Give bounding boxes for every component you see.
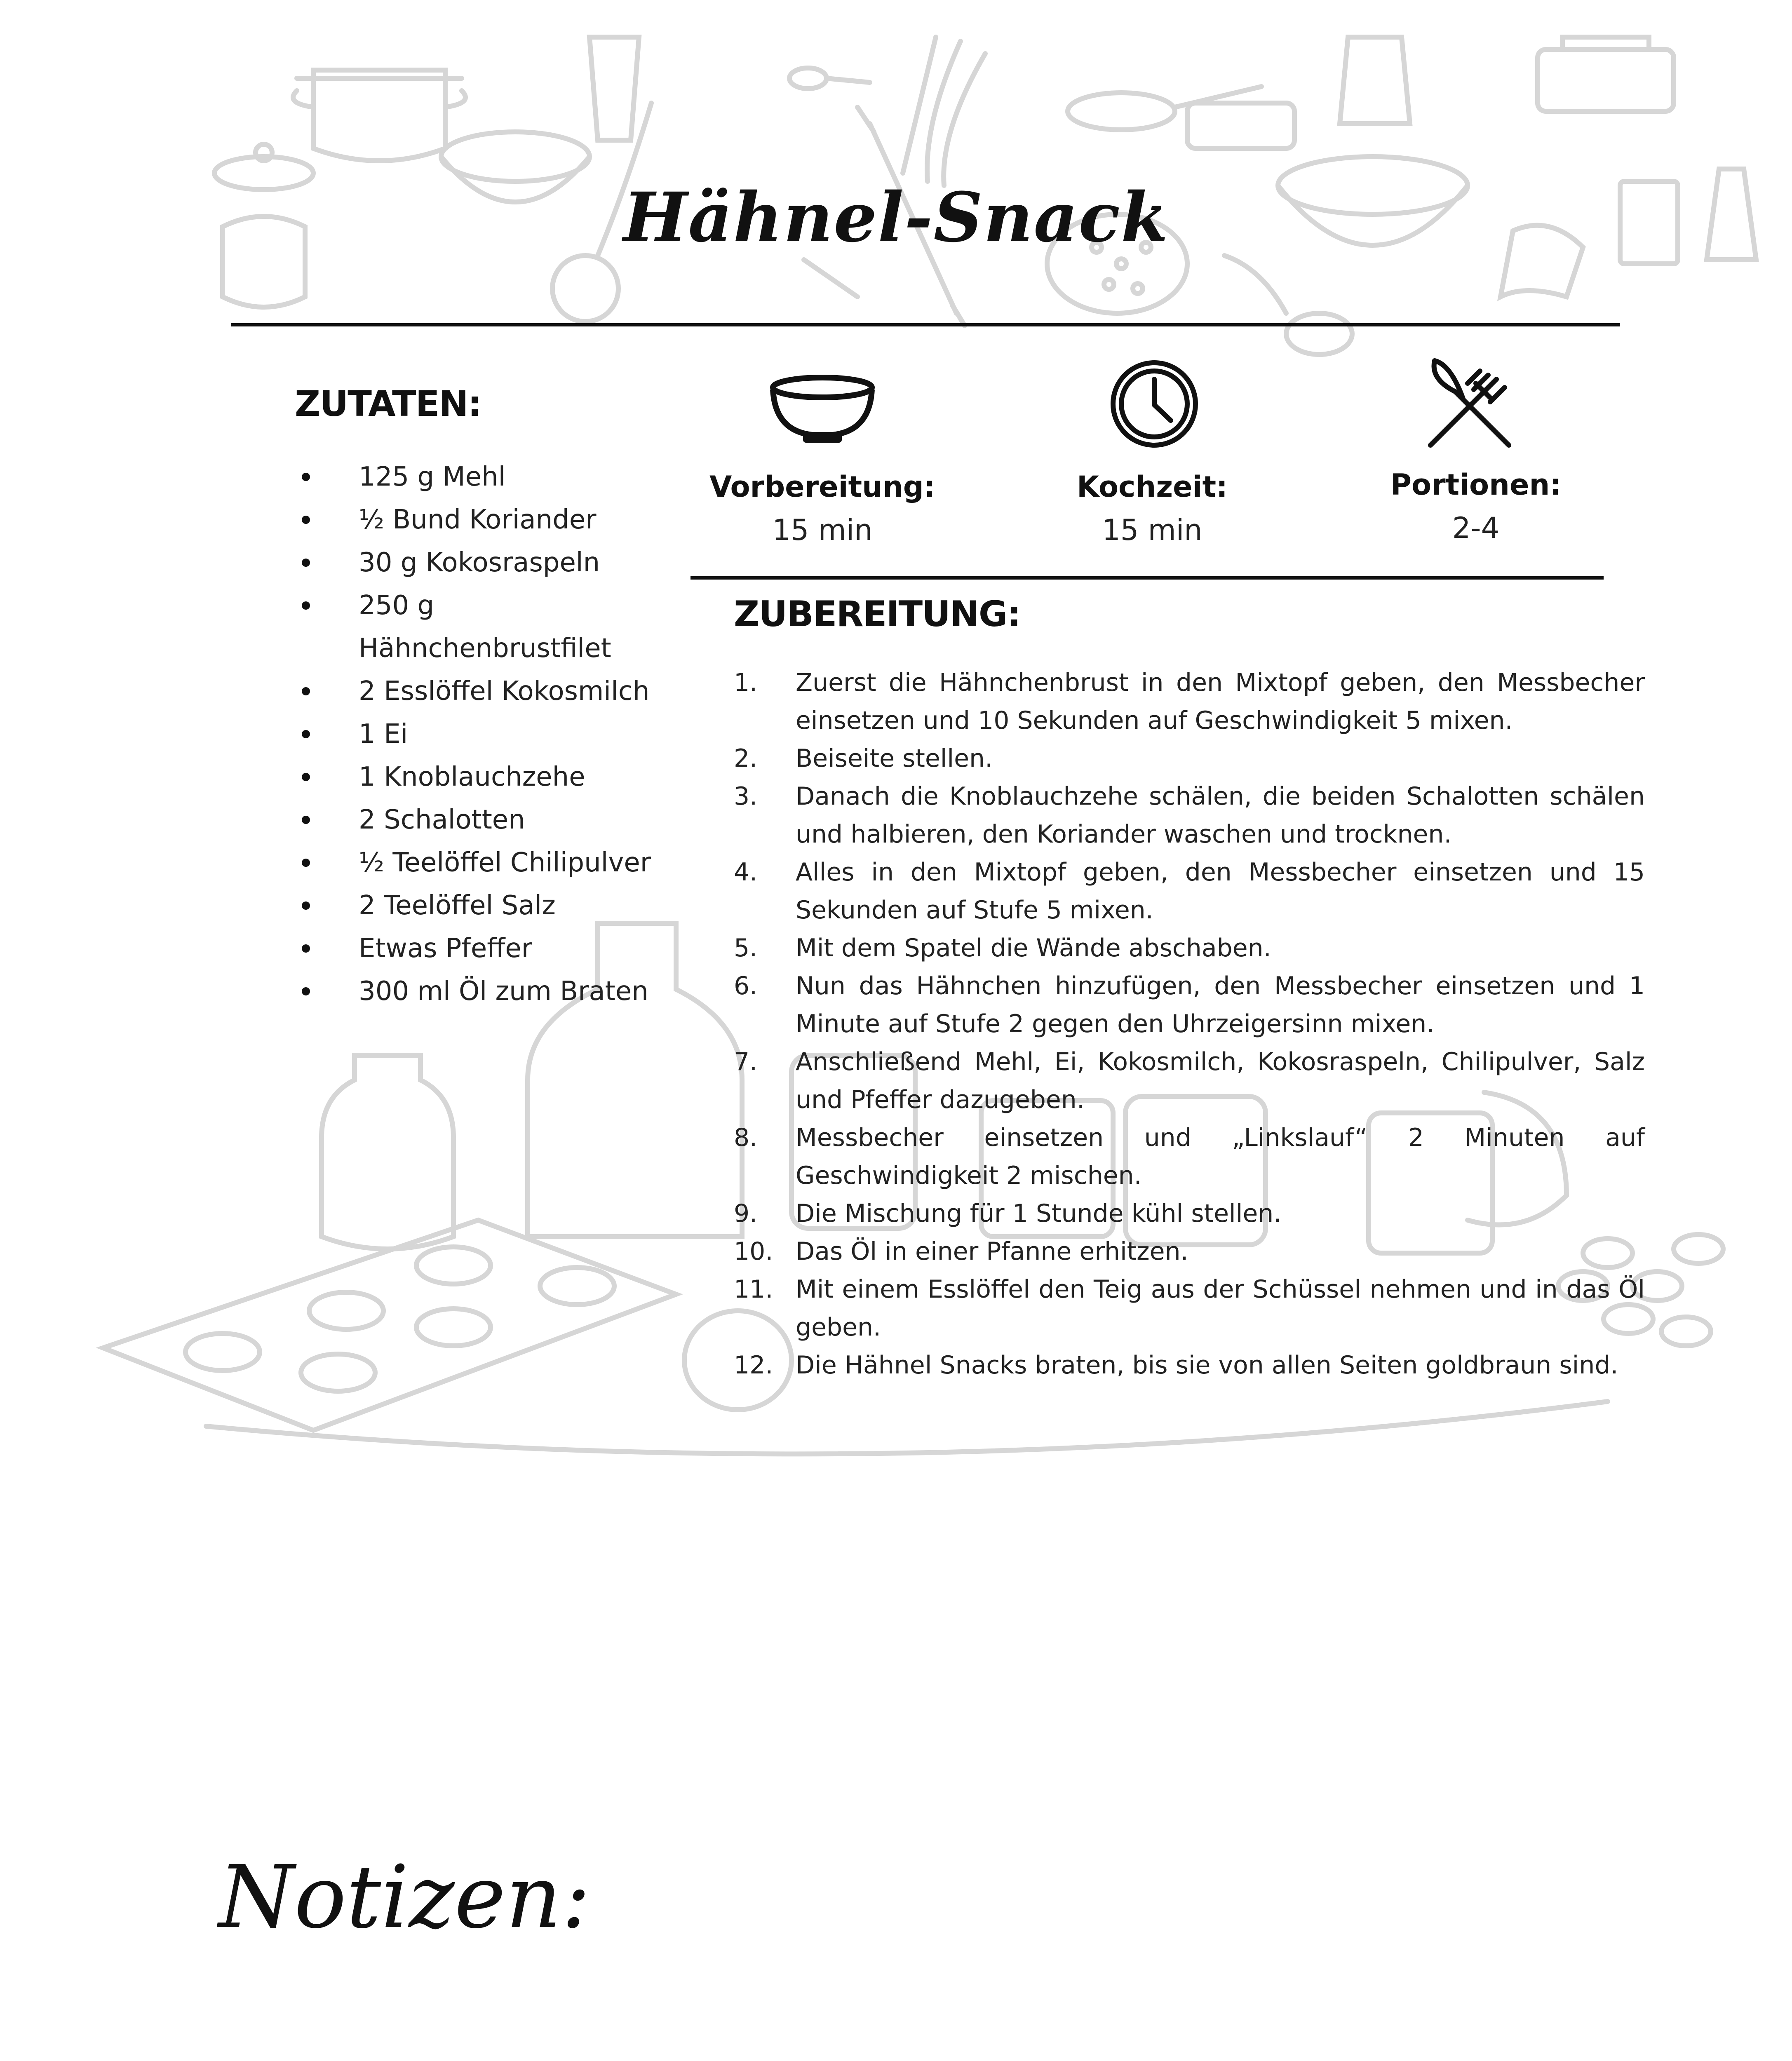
meta-divider [690, 576, 1604, 580]
servings-label: Portionen: [1390, 468, 1562, 502]
step-number: 1. [734, 668, 758, 697]
step-number: 3. [734, 782, 758, 811]
step-text: Die Hähnel Snacks braten, bis sie von allen Seiten goldbraun sind. [796, 1351, 1618, 1380]
step-number: 5. [734, 934, 758, 962]
step-number: 8. [734, 1123, 758, 1152]
step-text: Danach die Knoblauchzehe schälen, die beiden Schalotten schälen und halbieren, den Koriander waschen und trocknen. [796, 782, 1645, 849]
ingredient-item: ½ Teelöffel Chilipulver [297, 841, 668, 884]
step-number: 10. [734, 1237, 773, 1266]
step-text: Nun das Hähnchen hinzufügen, den Messbecher einsetzen und 1 Minute auf Stufe 2 gegen den Uhrzeigersinn mixen. [796, 972, 1645, 1038]
muffin-tin-icon [103, 1220, 676, 1430]
fork-knife-icon [1422, 354, 1517, 449]
title-divider [231, 323, 1620, 326]
step-item [734, 929, 1645, 967]
step-text: Messbecher einsetzen und „Linkslauf“ 2 Minuten auf Geschwindigkeit 2 mischen. [796, 1123, 1645, 1190]
step-item [734, 1043, 1645, 1119]
cake-tin-icon [1538, 37, 1674, 111]
bowl-icon [767, 373, 878, 443]
step-item [734, 1346, 1645, 1384]
ingredient-item: ½ Bund Koriander [297, 498, 668, 541]
spoon-icon [789, 68, 870, 89]
cook-time-label: Kochzeit: [1076, 470, 1228, 504]
step-item [734, 1119, 1645, 1195]
ingredient-item: 1 Knoblauchzehe [297, 756, 668, 798]
step-number: 6. [734, 972, 758, 1000]
ingredients-heading: ZUTATEN: [295, 383, 481, 425]
prep-time-value: 15 min [772, 513, 873, 547]
step-text: Anschließend Mehl, Ei, Kokosmilch, Kokosraspeln, Chilipulver, Salz und Pfeffer dazugeben. [796, 1047, 1645, 1114]
step-item [734, 739, 1645, 777]
coffee-pot-icon [1340, 37, 1410, 124]
ingredient-item: 30 g Kokosraspeln [297, 541, 668, 584]
step-item [734, 1270, 1645, 1346]
step-text: Das Öl in einer Pfanne erhitzen. [796, 1237, 1188, 1266]
preparation-steps [734, 664, 1645, 1384]
step-text: Mit dem Spatel die Wände abschaben. [796, 934, 1271, 962]
glass-icon [590, 37, 639, 140]
prep-time-label: Vorbereitung: [709, 470, 935, 504]
step-text: Alles in den Mixtopf geben, den Messbecher einsetzen und 15 Sekunden auf Stufe 5 mixen. [796, 858, 1645, 925]
cutting-board-icon [1187, 103, 1294, 148]
step-item [734, 1232, 1645, 1270]
step-text: Die Mischung für 1 Stunde kühl stellen. [796, 1199, 1282, 1228]
ingredient-item: Etwas Pfeffer [297, 927, 668, 970]
step-number: 7. [734, 1047, 758, 1076]
notes-label: Notizen: [218, 1847, 591, 1948]
recipe-title: Hähnel-Snack [623, 177, 1169, 257]
step-text: Mit einem Esslöffel den Teig aus der Schüssel nehmen und in das Öl geben. [796, 1275, 1645, 1342]
ingredient-item: 2 Schalotten [297, 798, 668, 841]
step-item [734, 1195, 1645, 1232]
ingredient-item: 2 Teelöffel Salz [297, 884, 668, 927]
clock-icon [1109, 359, 1200, 449]
step-number: 9. [734, 1199, 758, 1228]
counter-line [206, 1401, 1608, 1454]
step-number: 2. [734, 744, 758, 773]
frying-pan-icon [1068, 87, 1261, 130]
ingredient-item: 300 ml Öl zum Braten [297, 970, 668, 1013]
step-item [734, 664, 1645, 739]
ingredient-item: 250 g Hähnchenbrustfilet [297, 584, 668, 670]
ingredient-list [297, 455, 668, 1013]
servings-value: 2-4 [1452, 511, 1500, 545]
cook-time-value: 15 min [1102, 513, 1202, 547]
slotted-spoon-icon [1224, 256, 1352, 354]
step-item [734, 777, 1645, 853]
ingredient-item: 125 g Mehl [297, 455, 668, 498]
ingredient-item: 1 Ei [297, 713, 668, 756]
whisk-icon [804, 37, 985, 297]
step-number: 4. [734, 858, 758, 887]
step-item [734, 967, 1645, 1043]
ingredient-item: 2 Esslöffel Kokosmilch [297, 670, 668, 713]
preparation-heading: ZUBEREITUNG: [734, 594, 1020, 635]
step-number: 11. [734, 1275, 773, 1304]
step-number: 12. [734, 1351, 773, 1380]
step-text: Beiseite stellen. [796, 744, 993, 773]
step-item [734, 853, 1645, 929]
step-text: Zuerst die Hähnchenbrust in den Mixtopf geben, den Messbecher einsetzen und 10 Sekunden auf Geschwindigkeit 5 mixen. [796, 668, 1645, 735]
cooking-pot-icon [293, 70, 465, 161]
jar-icon [322, 1055, 453, 1249]
